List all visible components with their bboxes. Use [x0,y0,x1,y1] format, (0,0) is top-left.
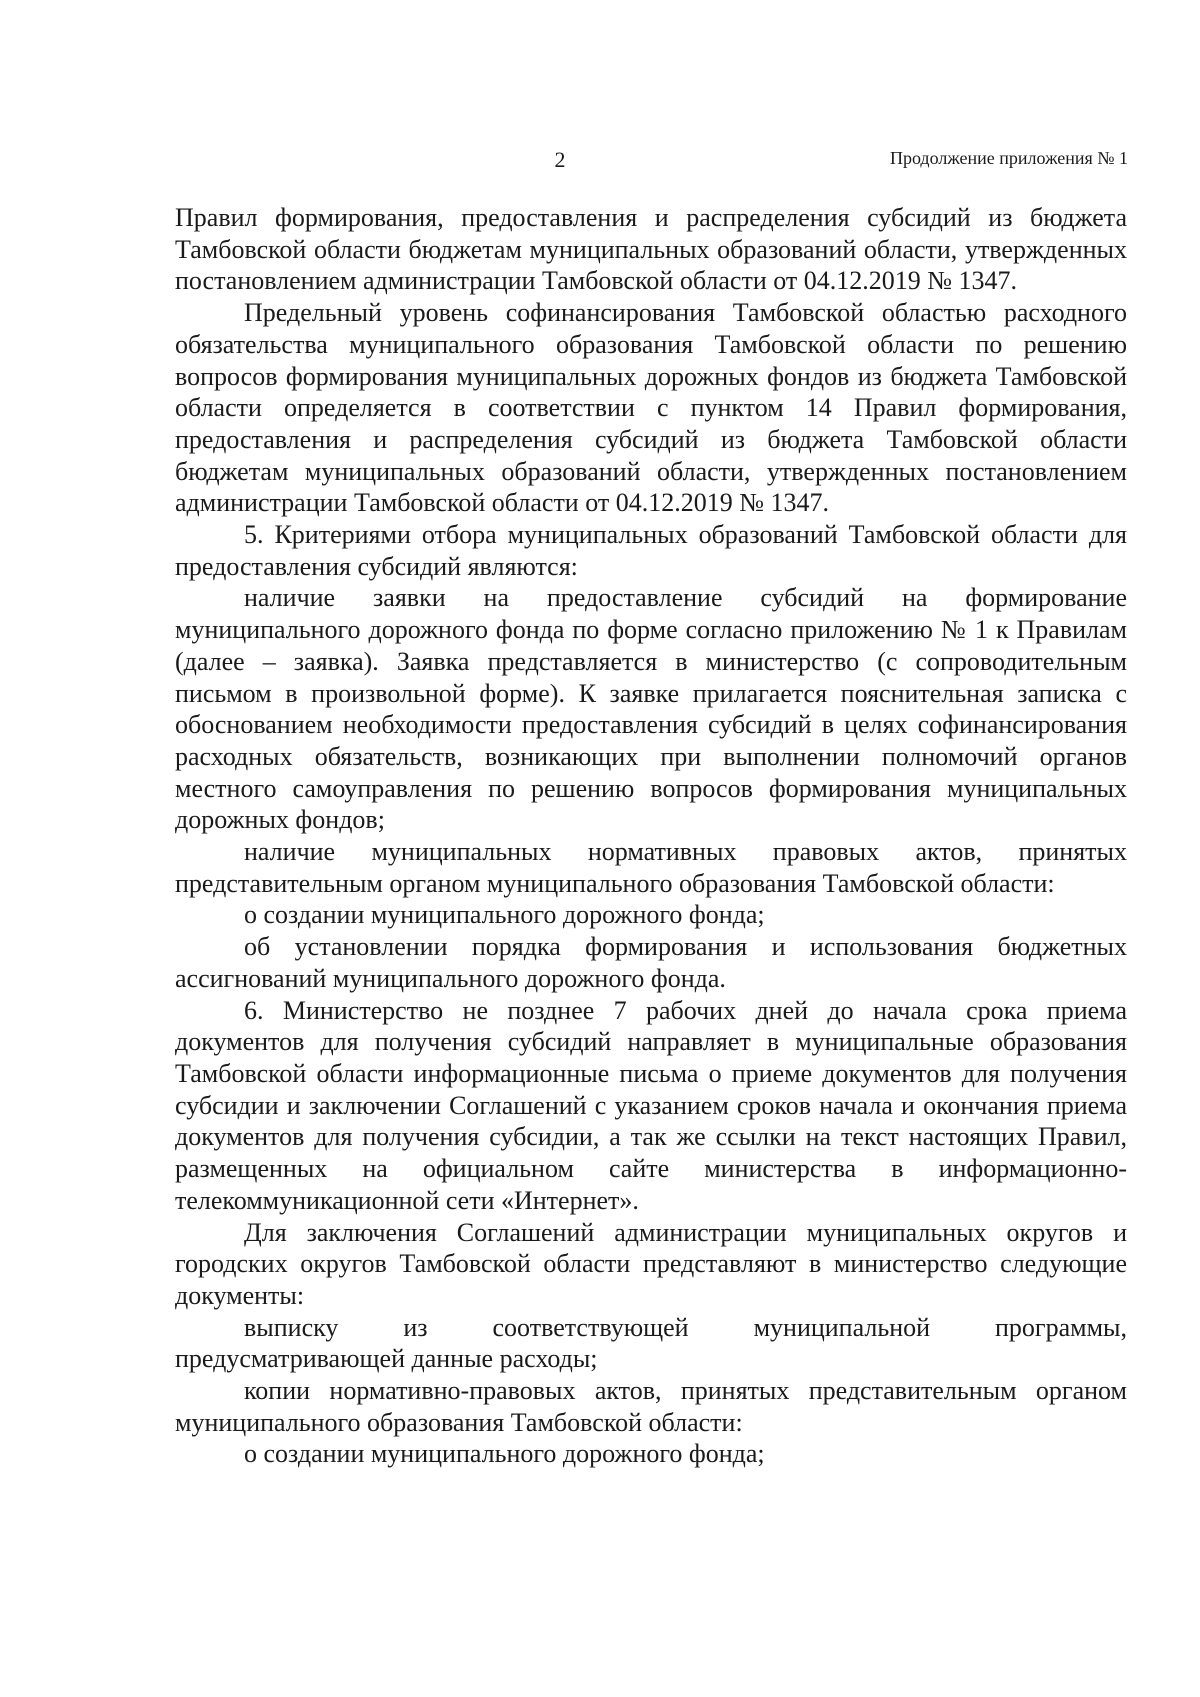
paragraph-1: Правил формирования, предоставления и распределения субсидий из бюджета Тамбовской области бюджетам муниципальных образований области, утвержденных постановлением администрации Тамбовской области от 04.12.2019 № 1347. [175,203,1127,296]
paragraph-3: 5. Критериями отбора муниципальных образований Тамбовской области для предоставления субсидий являются: [175,520,1127,581]
paragraph-8: 6. Министерство не позднее 7 рабочих дней до начала срока приема документов для получения субсидий направляет в муниципальные образования Тамбовской области информационные письма о приеме документов для получения субсидии и заключении Соглашений с указанием сроков начала и окончания приема документов для получения субсидии, а так же ссылки на текст настоящих Правил, размещенных на официальном сайте министерства в информационно-телекоммуникационной сети «Интернет». [175,995,1127,1215]
paragraph-9: Для заключения Соглашений администрации муниципальных округов и городских округов Тамбовской области представляют в министерство следующие документы: [175,1217,1127,1310]
paragraph-6: о создании муниципального дорожного фонда; [244,900,765,930]
paragraph-11: копии нормативно-правовых актов, принятых представительным органом муниципального образования Тамбовской области: [175,1376,1127,1437]
paragraph-2: Предельный уровень софинансирования Тамбовской областью расходного обязательства муниципального образования Тамбовской области по решению вопросов формирования муниципальных дорожных фондов из бюджета Тамбовской области определяется в соответствии с пунктом 14 Правил формирования, предоставления и распределения субсидий из бюджета Тамбовской области бюджетам муниципальных образований области, утвержденных постановлением администрации Тамбовской области от 04.12.2019 № 1347. [175,298,1127,518]
paragraph-7: об установлении порядка формирования и использования бюджетных ассигнований муниципального дорожного фонда. [175,932,1127,993]
running-head: Продолжение приложения № 1 [889,148,1128,168]
paragraph-10: выписку из соответствующей муниципальной программы, предусматривающей данные расходы; [175,1312,1127,1374]
paragraph-12: о создании муниципального дорожного фонда; [244,1439,765,1469]
body-text [175,202,1127,1470]
page-number: 2 [554,147,566,172]
paragraph-5: наличие муниципальных нормативных правовых актов, принятых представительным органом муниципального образования Тамбовской области: [175,837,1127,898]
paragraph-4: наличие заявки на предоставление субсидий на формирование муниципального дорожного фонда по форме согласно приложению № 1 к Правилам (далее – заявка). Заявка представляется в министерство (с сопроводительным письмом в произвольной форме). К заявке прилагается пояснительная записка с обоснованием необходимости предоставления субсидий в целях софинансирования расходных обязательств, возникающих при выполнении полномочий органов местного самоуправления по решению вопросов формирования муниципальных дорожных фондов; [175,583,1127,835]
